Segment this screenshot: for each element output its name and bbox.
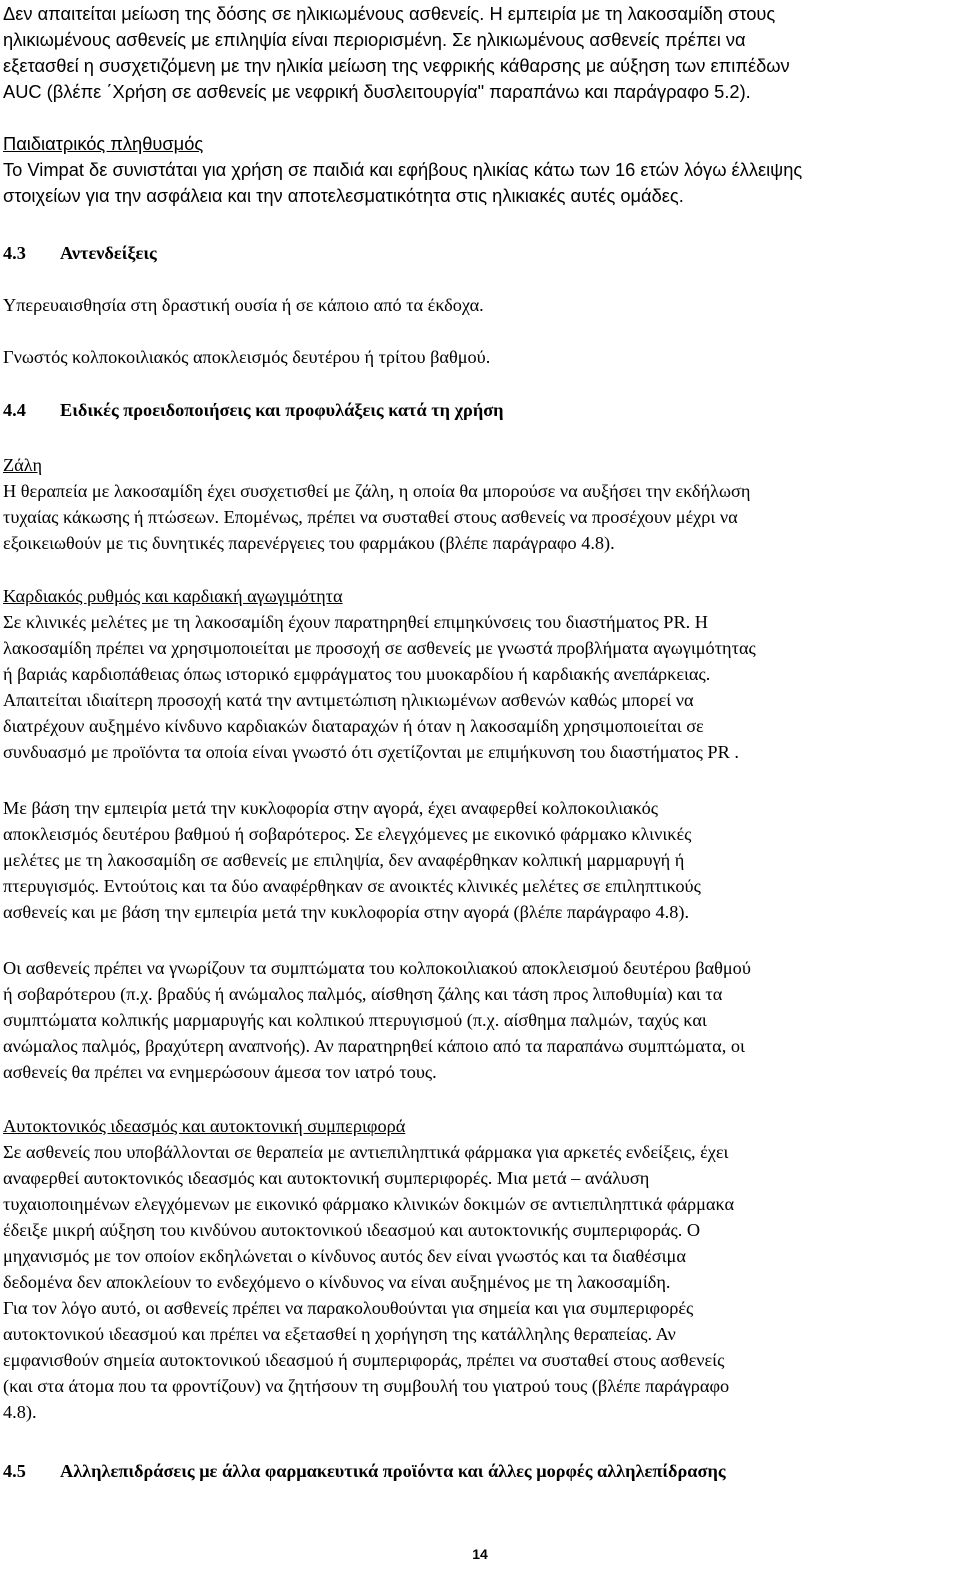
text-line: μηχανισμός με τον οποίον εκδηλώνεται ο κίνδυνος αυτός δεν είναι γνωστός και τα διαθέσιμα: [3, 1246, 686, 1266]
text-line: πτερυγισμός. Εντούτοις και τα δύο αναφέρθηκαν σε ανοικτές κλινικές μελέτες σε επιληπτικούς: [3, 876, 701, 896]
text-line: 4.8).: [3, 1402, 37, 1422]
text-line: ή σοβαρότερου (π.χ. βραδύς ή ανώμαλος παλμός, αίσθηση ζάλης και τάση προς λιποθυμία) και τα: [3, 984, 723, 1004]
contraindication-item: Γνωστός κολποκοιλιακός αποκλεισμός δευτέρου ή τρίτου βαθμού.: [3, 347, 491, 367]
text-line: ασθενείς θα πρέπει να ενημερώσουν άμεσα τον ιατρό τους.: [3, 1062, 437, 1082]
text-line: συμπτώματα κολπικής μαρμαρυγής και κολπικού πτερυγισμού (π.χ. αίσθημα παλμών, ταχύς και: [3, 1010, 707, 1030]
section-number: 4.5: [3, 1461, 26, 1481]
pediatric-section: [3, 131, 955, 209]
cardiac-paragraph-3: [3, 955, 955, 1085]
section-title: Ειδικές προειδοποιήσεις και προφυλάξεις κατά τη χρήση: [60, 400, 504, 420]
section-heading-4-4: [3, 397, 504, 423]
text-line: Με βάση την εμπειρία μετά την κυκλοφορία στην αγορά, έχει αναφερθεί κολποκοιλιακός: [3, 798, 658, 818]
intro-paragraph: [3, 1, 955, 105]
text-line: Δεν απαιτείται μείωση της δόσης σε ηλικιωμένους ασθενείς. Η εμπειρία με τη λακοσαμίδη στους: [3, 3, 776, 24]
text-line: Η θεραπεία με λακοσαμίδη έχει συσχετισθεί με ζάλη, η οποία θα μπορούσε να αυξήσει την εκδήλωση: [3, 481, 751, 501]
section-number: 4.4: [3, 400, 26, 420]
text-line: Το Vimpat δε συνιστάται για χρήση σε παιδιά και εφήβους ηλικίας κάτω των 16 ετών λόγω έλλειψης: [3, 159, 803, 180]
text-line: AUC (βλέπε ΄Χρήση σε ασθενείς με νεφρική δυσλειτουργία" παραπάνω και παράγραφο 5.2).: [3, 81, 751, 102]
section-heading-4-5: [3, 1458, 726, 1484]
subheading-dizziness: Ζάλη: [3, 455, 43, 475]
text-line: αποκλεισμός δευτέρου βαθμού ή σοβαρότερος. Σε ελεγχόμενες με εικονικό φάρμακο κλινικές: [3, 824, 692, 844]
text-line: (και στα άτομα που τα φροντίζουν) να ζητήσουν τη συμβουλή του γιατρού τους (βλέπε παράγραφο: [3, 1376, 730, 1396]
text-line: στοιχείων για την ασφάλεια και την αποτελεσματικότητα στις ηλικιακές αυτές ομάδες.: [3, 185, 684, 206]
text-line: ή βαριάς καρδιοπάθειας όπως ιστορικό εμφράγματος του μυοκαρδίου ή καρδιακής ανεπάρκειας.: [3, 664, 711, 684]
subheading-pediatric: Παιδιατρικός πληθυσμός: [3, 133, 204, 154]
text-line: αναφερθεί αυτοκτονικός ιδεασμός και αυτοκτονική συμπεριφορές. Μια μετά – ανάλυση: [3, 1168, 650, 1188]
subheading-cardiac: Καρδιακός ρυθμός και καρδιακή αγωγιμότητα: [3, 586, 343, 606]
text-line: εξοικειωθούν με τις δυνητικές παρενέργειες του φαρμάκου (βλέπε παράγραφο 4.8).: [3, 533, 615, 553]
text-line: μελέτες με τη λακοσαμίδη σε ασθενείς με επιληψία, δεν αναφέρθηκαν κολπική μαρμαρυγή ή: [3, 850, 685, 870]
text-line: Σε ασθενείς που υποβάλλονται σε θεραπεία με αντιεπιληπτικά φάρμακα για αρκετές ενδείξεις, έχει: [3, 1142, 729, 1162]
cardiac-section: [3, 583, 955, 765]
text-line: εμφανισθούν σημεία αυτοκτονικού ιδεασμού ή συμπεριφοράς, πρέπει να συσταθεί στους ασθενείς: [3, 1350, 725, 1370]
text-line: Σε κλινικές μελέτες με τη λακοσαμίδη έχουν παρατηρηθεί επιμηκύνσεις του διαστήματος PR. Η: [3, 612, 708, 632]
text-line: δεδομένα δεν αποκλείουν το ενδεχόμενο ο κίνδυνος να είναι αυξημένος με τη λακοσαμίδη.: [3, 1272, 671, 1292]
text-line: τυχαίας κάκωσης ή πτώσεων. Επομένως, πρέπει να συσταθεί στους ασθενείς να προσέχουν μέχρι να: [3, 507, 738, 527]
text-line: συνδυασμό με προϊόντα τα οποία είναι γνωστό ότι σχετίζονται με επιμήκυνση του διαστήματος PR .: [3, 742, 739, 762]
section-number: 4.3: [3, 243, 26, 263]
subheading-suicidal: Αυτοκτονικός ιδεασμός και αυτοκτονική συμπεριφορά: [3, 1116, 406, 1136]
section-title: Αλληλεπιδράσεις με άλλα φαρμακευτικά προϊόντα και άλλες μορφές αλληλεπίδρασης: [60, 1461, 726, 1481]
text-line: Οι ασθενείς πρέπει να γνωρίζουν τα συμπτώματα του κολποκοιλιακού αποκλεισμού δευτέρου βαθμού: [3, 958, 751, 978]
text-line: Απαιτείται ιδιαίτερη προσοχή κατά την αντιμετώπιση ηλικιωμένων ασθενών καθώς μπορεί να: [3, 690, 694, 710]
text-line: αυτοκτονικού ιδεασμού και πρέπει να εξετασθεί η χορήγηση της κατάλληλης θεραπείας. Αν: [3, 1324, 676, 1344]
text-line: ασθενείς και με βάση την εμπειρία μετά την κυκλοφορία στην αγορά (βλέπε παράγραφο 4.8).: [3, 902, 690, 922]
page-number: 14: [472, 1546, 488, 1562]
text-line: έδειξε μικρή αύξηση του κινδύνου αυτοκτονικού ιδεασμού και αυτοκτονικής συμπεριφοράς. Ο: [3, 1220, 701, 1240]
dizziness-section: [3, 452, 955, 556]
text-line: τυχαιοποιημένων ελεγχόμενων με εικονικό φάρμακο κλινικών δοκιμών σε αντιεπιληπτικά φάρμακα: [3, 1194, 735, 1214]
section-title: Αντενδείξεις: [60, 243, 157, 263]
text-line: διατρέχουν αυξημένο κίνδυνο καρδιακών διαταραχών ή όταν η λακοσαμίδη χρησιμοποιείται σε: [3, 716, 704, 736]
contraindication-item: Υπερευαισθησία στη δραστική ουσία ή σε κάποιο από τα έκδοχα.: [3, 295, 484, 315]
suicidal-section: [3, 1113, 955, 1425]
section-heading-4-3: [3, 240, 157, 266]
text-line: Για τον λόγο αυτό, οι ασθενείς πρέπει να παρακολουθούνται για σημεία και για συμπεριφορές: [3, 1298, 694, 1318]
text-line: ανώμαλος παλμός, βραχύτερη αναπνοής). Αν παρατηρηθεί κάποιο από τα παραπάνω συμπτώματα, οι: [3, 1036, 745, 1056]
cardiac-paragraph-2: [3, 795, 955, 925]
text-line: ηλικιωμένους ασθενείς με επιληψία είναι περιορισμένη. Σε ηλικιωμένους ασθενείς πρέπει να: [3, 29, 746, 50]
text-line: λακοσαμίδη πρέπει να χρησιμοποιείται με προσοχή σε ασθενείς με γνωστά προβλήματα αγωγιμότητας: [3, 638, 756, 658]
text-line: εξετασθεί η συσχετιζόμενη με την ηλικία μείωση της νεφρικής κάθαρσης με αύξηση των επιπέδων: [3, 55, 790, 76]
